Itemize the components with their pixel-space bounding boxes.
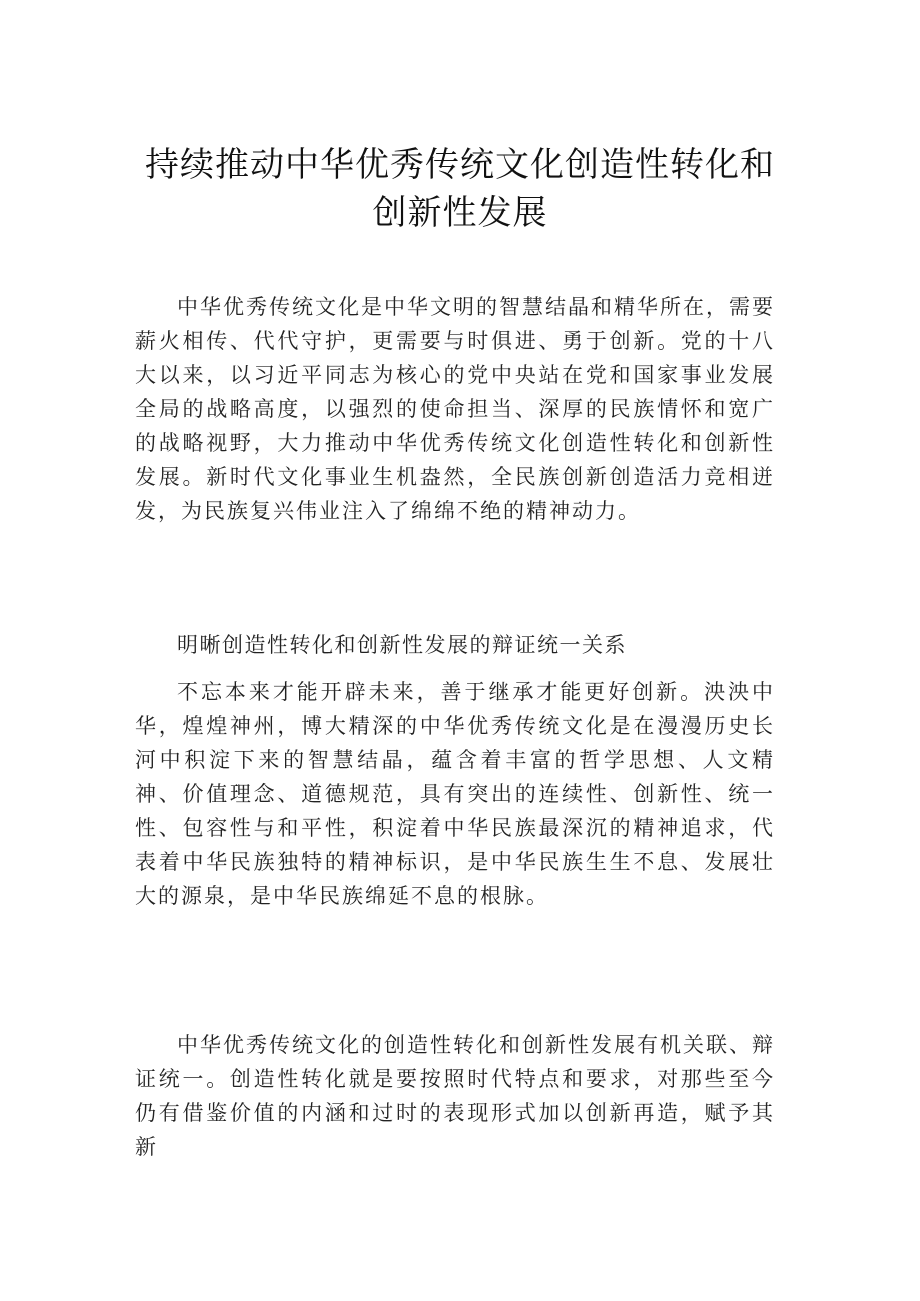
paragraph-intro: 中华优秀传统文化是中华文明的智慧结晶和精华所在，需要薪火相传、代代守护，更需要与时俱进、勇于创新。党的十八大以来，以习近平同志为核心的党中央站在党和国家事业发展全局的战略高度，以强烈的使命担当、深厚的民族情怀和宽广的战略视野，大力推动中华优秀传统文化创造性转化和创新性发展。新时代文化事业生机盎然，全民族创新创造活力竞相迸发，为民族复兴伟业注入了绵绵不绝的精神动力。	[135, 295, 775, 523]
document-title-line-2: 创新性发展	[372, 193, 548, 233]
section-heading: 明晰创造性转化和创新性发展的辩证统一关系	[177, 633, 627, 657]
document-title-line-1: 持续推动中华优秀传统文化创造性转化和	[145, 145, 775, 185]
paragraph-dialectic: 中华优秀传统文化的创造性转化和创新性发展有机关联、辩证统一。创造性转化就是要按照时代特点和要求，对那些至今仍有借鉴价值的内涵和过时的表现形式加以创新再造，赋予其新	[135, 1033, 775, 1159]
paragraph-heritage: 不忘本来才能开辟未来，善于继承才能更好创新。泱泱中华，煌煌神州，博大精深的中华优秀传统文化是在漫漫历史长河中积淀下来的智慧结晶，蕴含着丰富的哲学思想、人文精神、价值理念、道德规范，具有突出的连续性、创新性、统一性、包容性与和平性，积淀着中华民族最深沉的精神追求，代表着中华民族独特的精神标识，是中华民族生生不息、发展壮大的源泉，是中华民族绵延不息的根脉。	[135, 680, 775, 908]
